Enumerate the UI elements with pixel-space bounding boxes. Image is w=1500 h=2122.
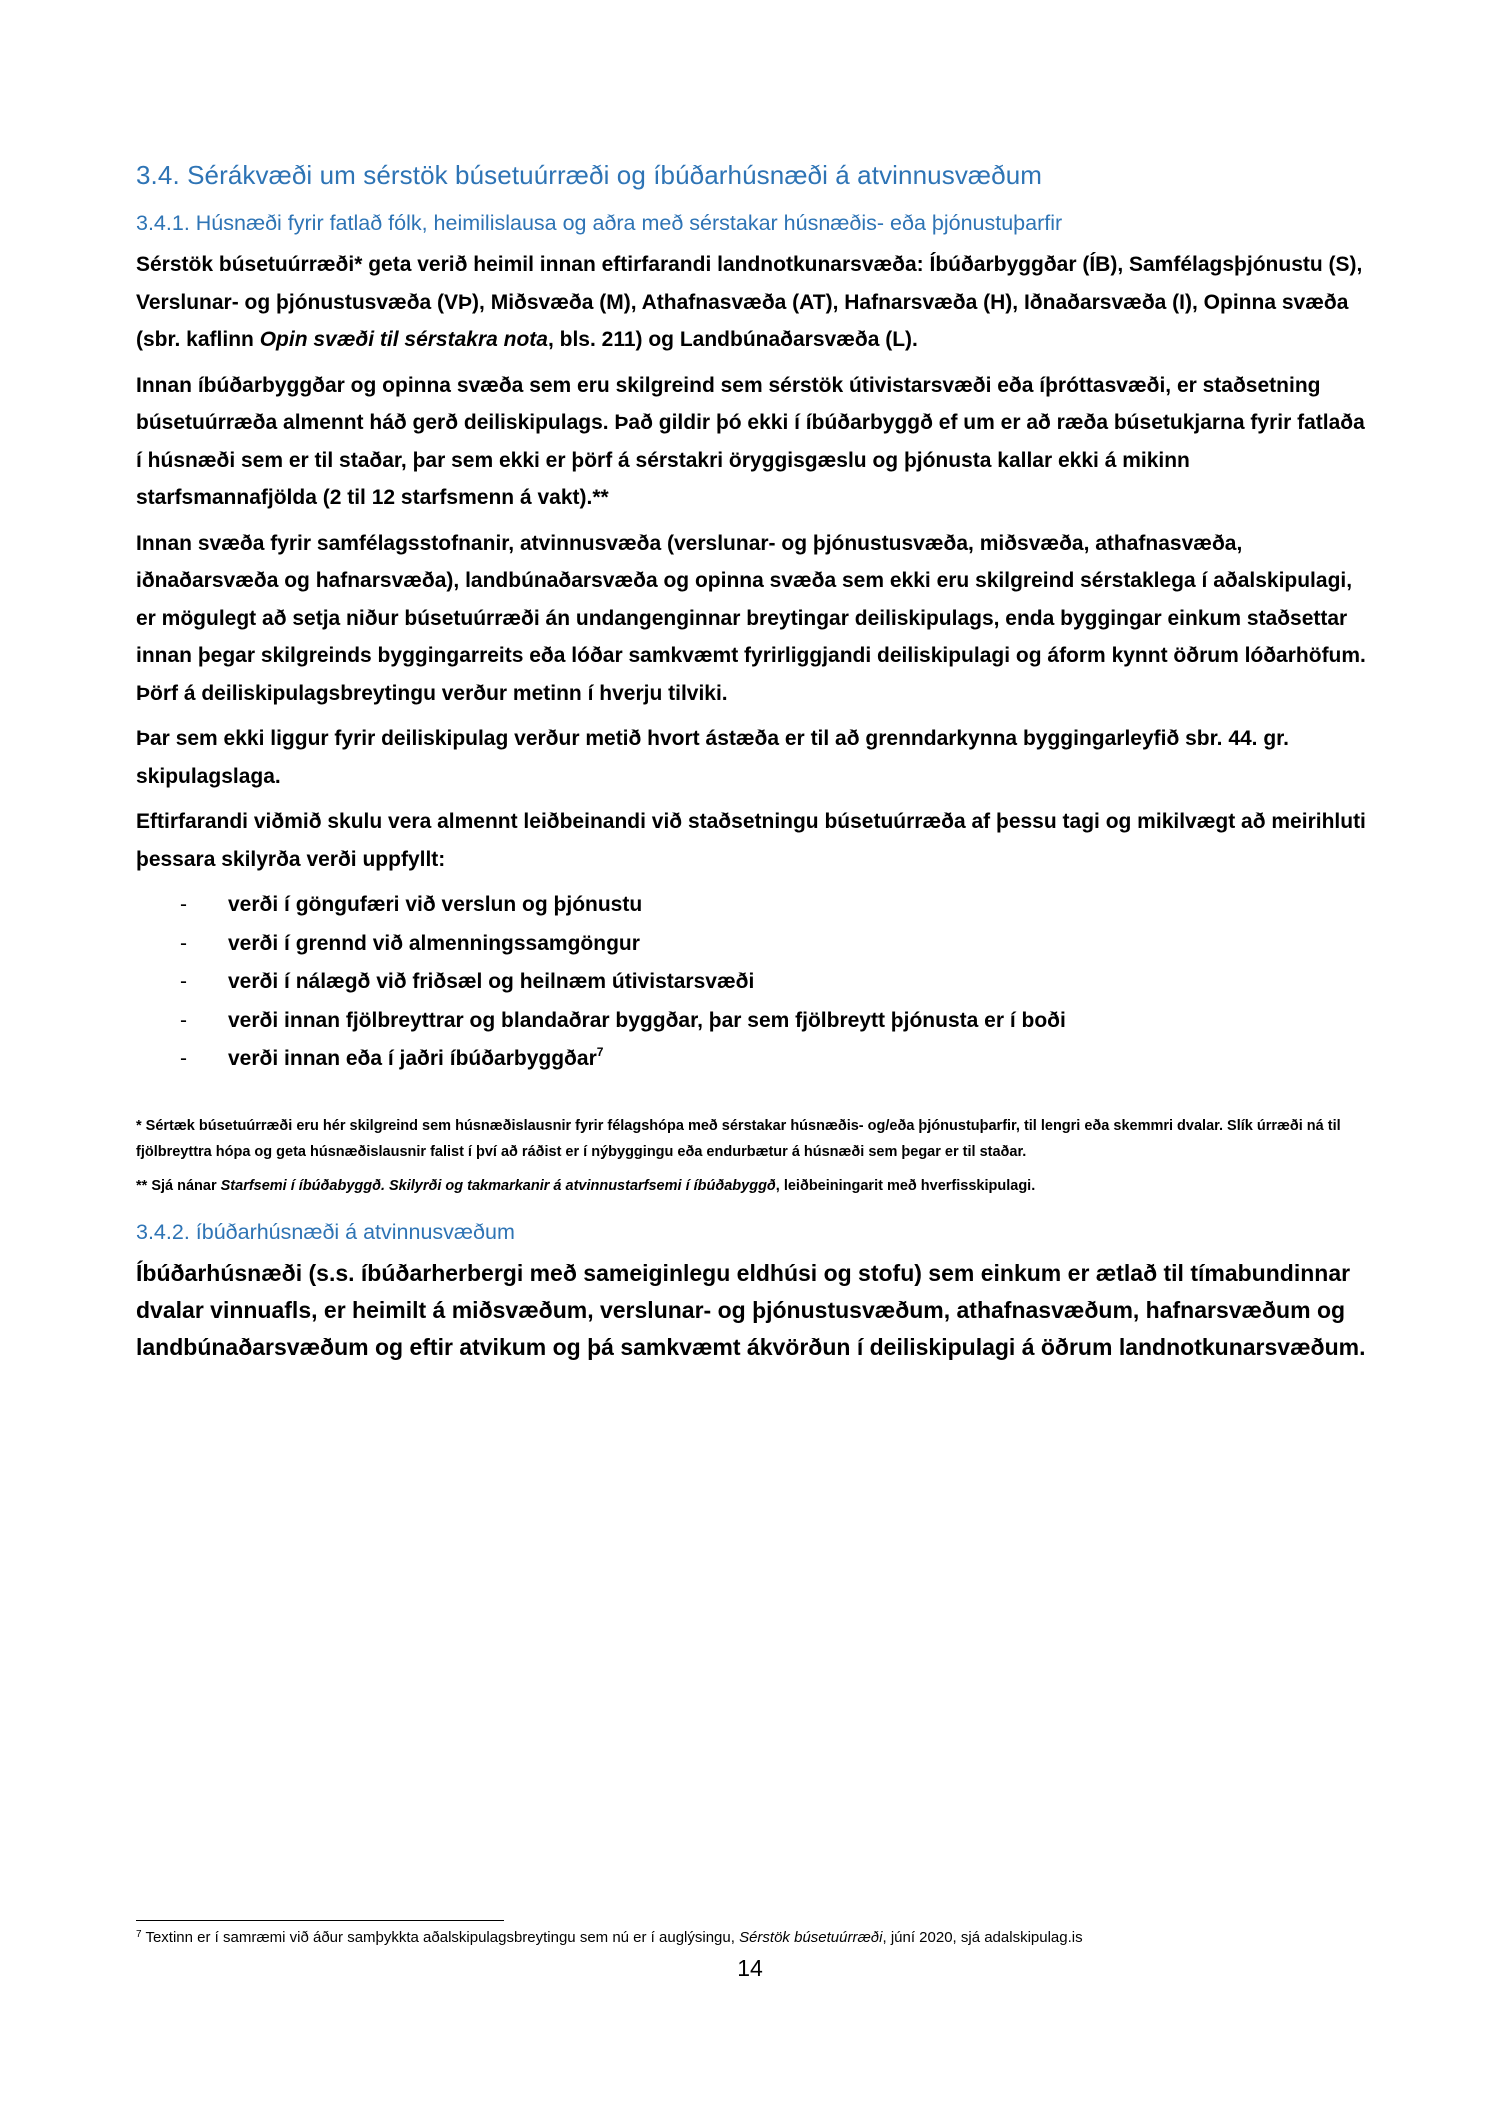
subsection-heading-3-4-1: 3.4.1. Húsnæði fyrir fatlað fólk, heimilislausa og aðra með sérstakar húsnæðis- eða þjónustuþarfir <box>136 211 1063 235</box>
footnote-reference[interactable]: 7 <box>596 1045 604 1059</box>
note-text: ** Sjá nánar <box>136 1177 221 1194</box>
paragraph-land-use-zones <box>136 246 1372 359</box>
paragraph-worker-housing: Íbúðarhúsnæði (s.s. íbúðarherbergi með sameiginlegu eldhúsi og stofu) sem einkum er ætlað til tímabundinnar dvalar vinnuafls, er heimilt á miðsvæðum, verslunar- og þjónustusvæðum, athafnasvæðum, hafnarsvæðum og landbúnaðarsvæðum og eftir atvikum og þá samkvæmt ákvörðun í deiliskipulagi á öðrum landnotkunarsvæðum. <box>136 1259 1366 1360</box>
paragraph-text: , bls. 211) og Landbúnaðarsvæða (L). <box>547 328 918 351</box>
list-item-text: verði í göngufæri við verslun og þjónustu <box>228 893 643 916</box>
footnote <box>136 1928 1372 1948</box>
section-heading: 3.4. Sérákvæði um sérstök búsetuúrræði og íbúðarhúsnæði á atvinnusvæðum <box>136 160 1043 190</box>
note-text: , leiðbeiningarit með hverfisskipulagi. <box>775 1177 1036 1194</box>
list-item <box>136 1040 1372 1079</box>
bullet-dash: - <box>180 1047 187 1070</box>
criteria-list <box>136 886 1372 1079</box>
bullet-dash: - <box>180 1008 187 1032</box>
note-asterisk: * Sértæk búsetuúrræði eru hér skilgreind sem húsnæðislausnir fyrir félagshópa með sérstakar húsnæðis- og/eða þjónustuþarfir, til lengri eða skemmri dvalar. Slík úrræði ná til fjölbreyttra hópa og geta húsnæðislausnir falist í því að ráðist er í nýbyggingu eða endurbætur á húsnæði sem þegar er til staðar. <box>136 1117 1341 1160</box>
footnote-text: Textinn er í samræmi við áður samþykkta aðalskipulagsbreytingu sem nú er í auglýsingu, <box>141 1929 740 1946</box>
page-content <box>136 158 1372 1374</box>
list-item <box>136 1002 1372 1041</box>
footnote-separator <box>136 1920 504 1921</box>
bullet-dash: - <box>180 931 187 955</box>
note-italic-title: Starfsemi í íbúðabyggð. Skilyrði og takmarkanir á atvinnustarfsemi í íbúðabyggð <box>220 1177 776 1194</box>
paragraph-criteria-intro: Eftirfarandi viðmið skulu vera almennt leiðbeinandi við staðsetningu búsetuúrræða af þessu tagi og mikilvægt að meirihluti þessara skilyrða verði uppfyllt: <box>136 810 1366 871</box>
list-item <box>136 925 1372 964</box>
footnote-marker: 7 <box>136 1929 142 1940</box>
note-double-asterisk <box>136 1173 1372 1199</box>
list-item <box>136 886 1372 925</box>
paragraph-no-local-plan: Þar sem ekki liggur fyrir deiliskipulag verður metið hvort ástæða er til að grenndarkynna byggingarleyfið sbr. 44. gr. skipulagslaga. <box>136 727 1290 788</box>
list-item-text: verði í nálægð við friðsæl og heilnæm útivistarsvæði <box>228 970 755 993</box>
list-item-text: verði í grennd við almenningssamgöngur <box>228 931 640 955</box>
bullet-dash: - <box>180 970 187 993</box>
footnote-italic-title: Sérstök búsetuúrræði <box>739 1929 883 1946</box>
footnote-text: , júní 2020, sjá adalskipulag.is <box>882 1929 1083 1946</box>
subsection-3-4-2 <box>136 1217 1372 1366</box>
list-item-text: verði innan fjölbreyttrar og blandaðrar byggðar, þar sem fjölbreytt þjónusta er í boði <box>228 1008 1066 1032</box>
list-item <box>136 963 1372 1002</box>
subsection-heading-3-4-2: 3.4.2. íbúðarhúsnæði á atvinnusvæðum <box>136 1219 515 1244</box>
paragraph-residential-areas: Innan íbúðarbyggðar og opinna svæða sem eru skilgreind sem sérstök útivistarsvæði eða íþróttasvæði, er staðsetning búsetuúrræða almennt háð gerð deiliskipulags. Það gildir þó ekki í íbúðarbyggð ef um er að ræða búsetukjarna fyrir fatlaða í húsnæði sem er til staðar, þar sem ekki er þörf á sérstakri öryggisgæslu og þjónusta kallar ekki á mikinn starfsmannafjölda (2 til 12 starfsmenn á vakt).** <box>136 373 1365 509</box>
page-number: 14 <box>737 1955 763 1981</box>
list-item-text: verði innan eða í jaðri íbúðarbyggðar <box>228 1047 597 1070</box>
bullet-dash: - <box>180 893 187 916</box>
paragraph-text: Sérstök búsetuúrræði* geta verið heimil innan eftirfarandi landnotkunarsvæða: Íbúðarbyggðar (ÍB), Samfélagsþjónustu (S), Verslunar- og þjónustusvæða (VÞ), Miðsvæða (M), Athafnasvæða (AT), Hafnarsvæða (H), Iðnaðarsvæða (I), Opinna svæða (sbr. kaflinn <box>136 253 1363 351</box>
paragraph-institutional-areas: Innan svæða fyrir samfélagsstofnanir, atvinnusvæða (verslunar- og þjónustusvæða, miðsvæða, athafnasvæða, iðnaðarsvæða og hafnarsvæða), landbúnaðarsvæða og opinna svæða sem ekki eru skilgreind sérstaklega í aðalskipulagi, er mögulegt að setja niður búsetuúrræði án undangenginnar breytingar deiliskipulags, enda byggingar einkum staðsettar innan þegar skilgreinds byggingarreits eða lóðar samkvæmt fyrirliggjandi deiliskipulagi og áform kynnt öðrum lóðarhöfum. Þörf á deiliskipulagsbreytingu verður metinn í hverju tilviki. <box>136 531 1366 705</box>
italic-reference: Opin svæði til sérstakra nota <box>259 328 548 351</box>
notes-block <box>136 1113 1372 1199</box>
